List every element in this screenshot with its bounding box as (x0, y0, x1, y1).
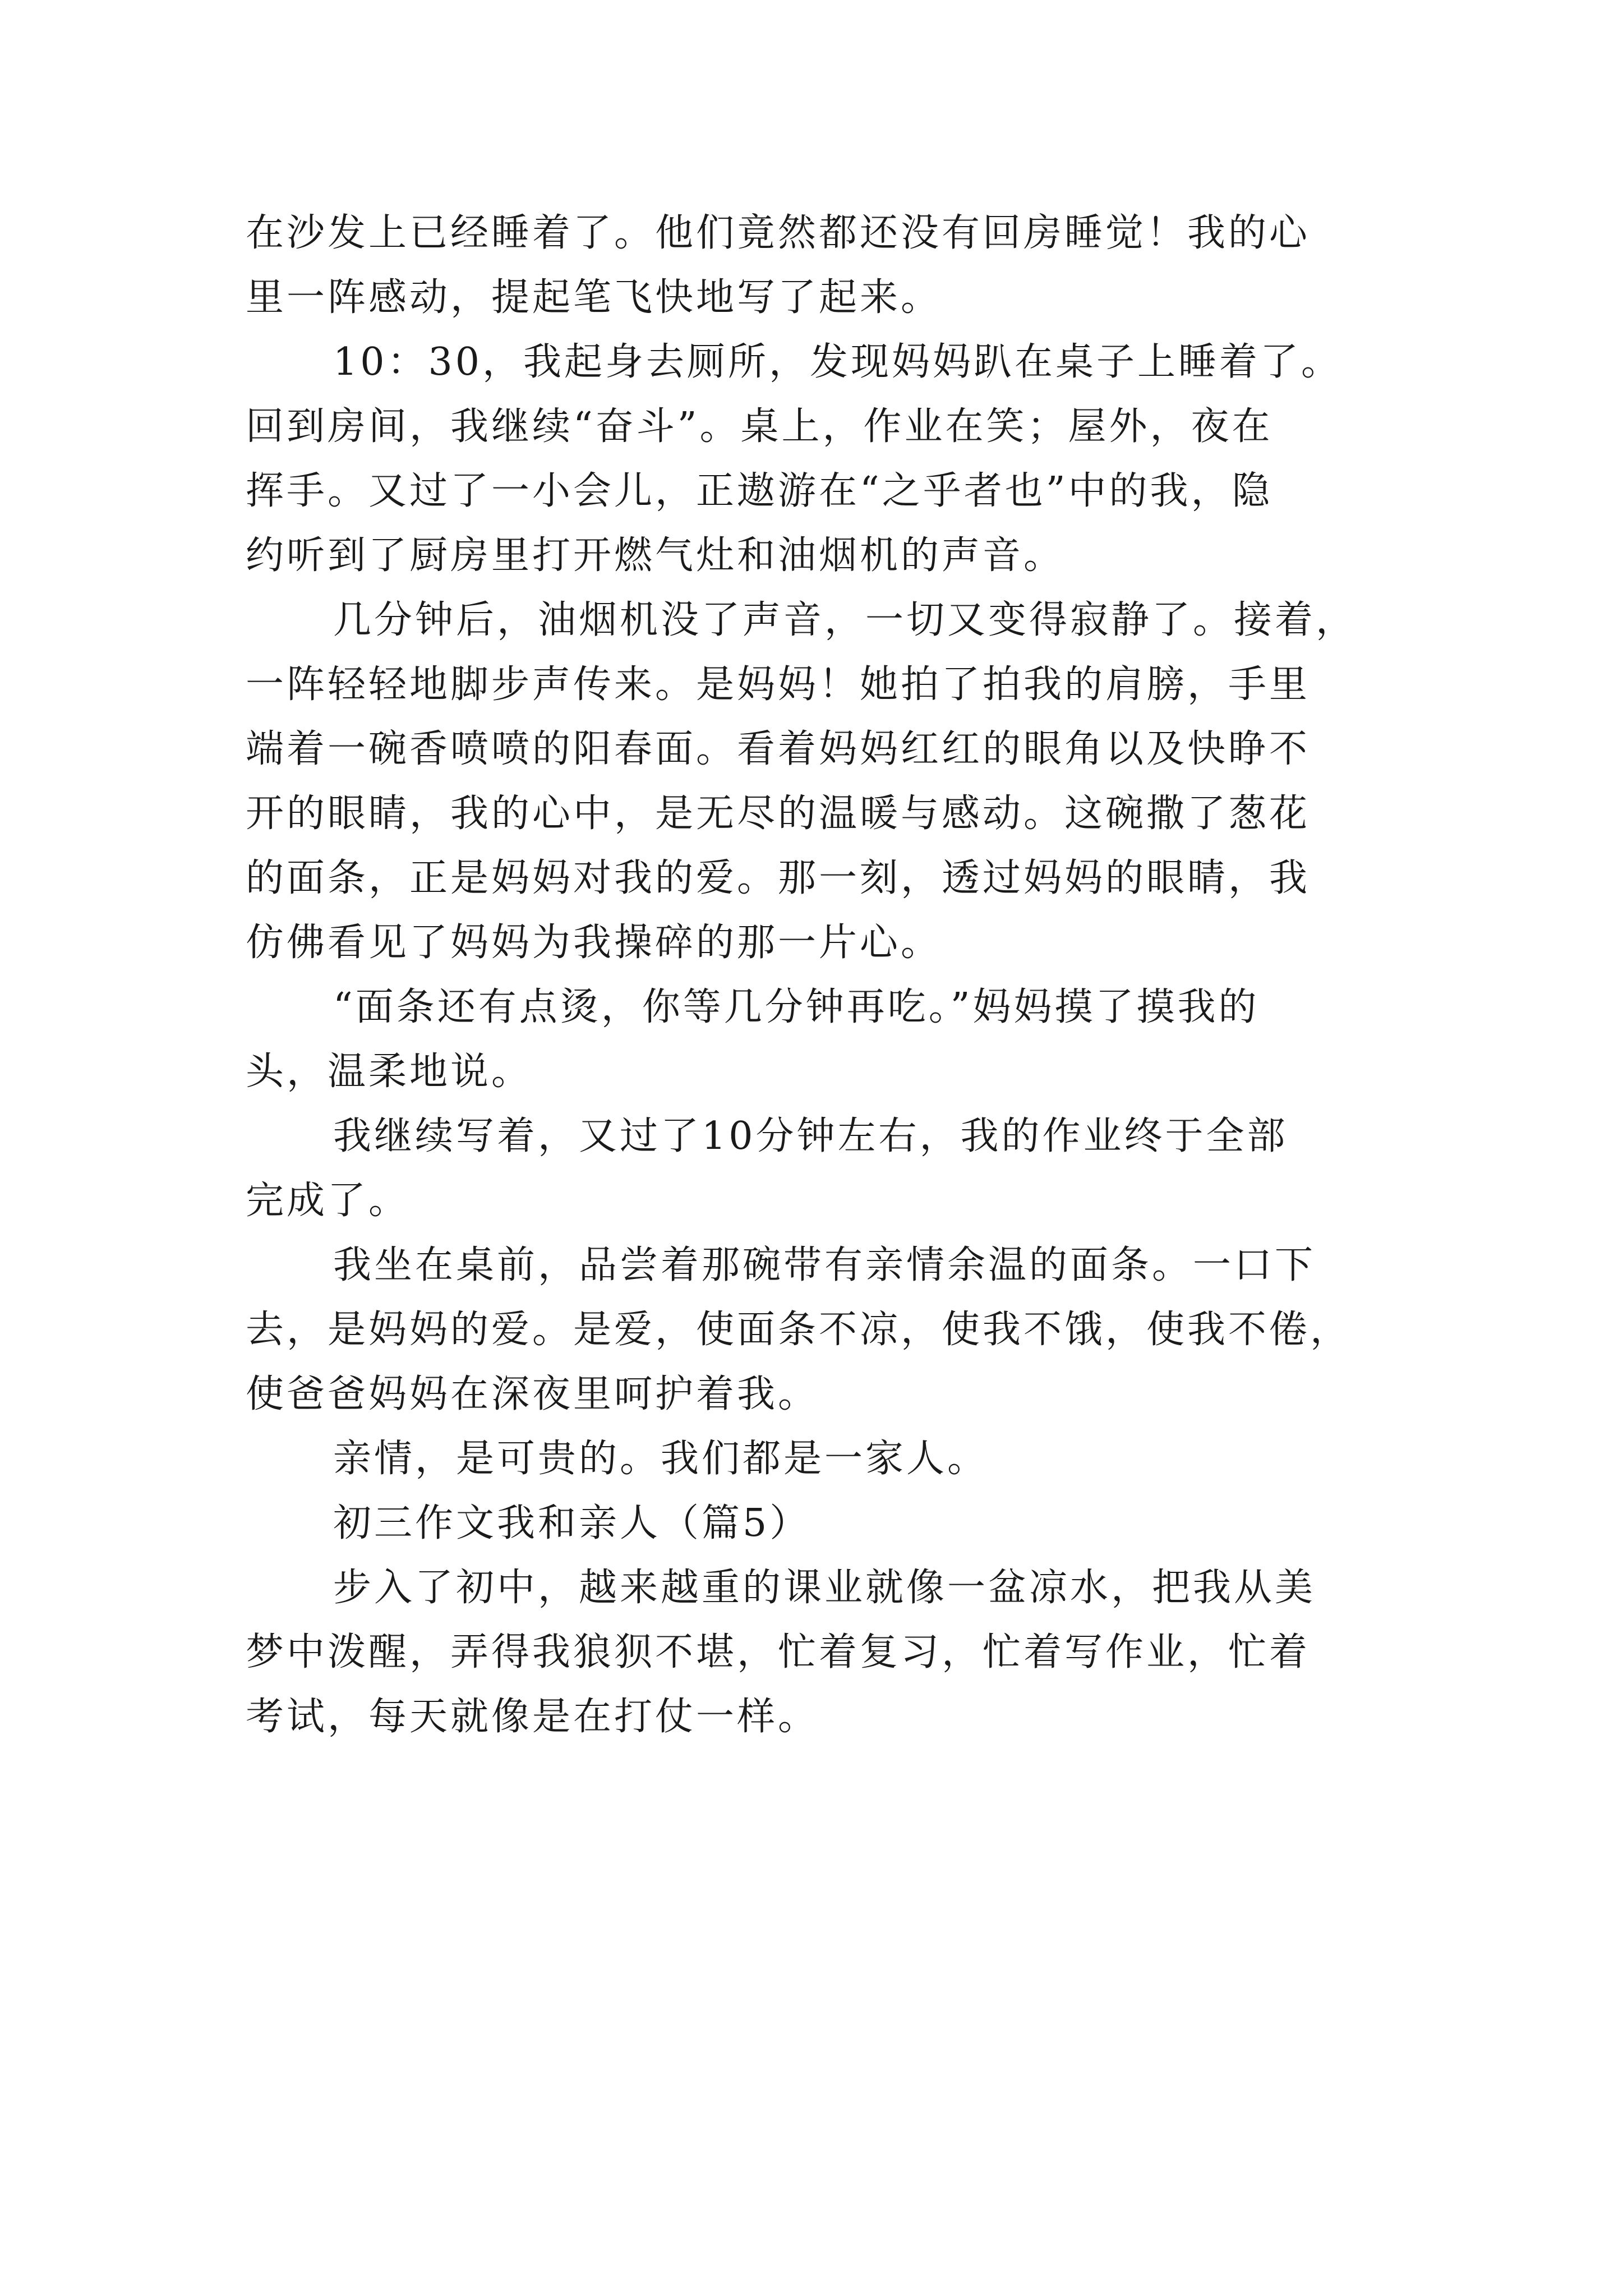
paragraph (246, 588, 1390, 975)
paragraph (246, 330, 1390, 588)
text-line: 里一阵感动，提起笔飞快地写了起来。 (246, 275, 942, 320)
text-line: 约听到了厨房里打开燃气灶和油烟机的声音。 (246, 533, 1065, 578)
text-line: “面条还有点烫，你等几分钟再吃。”妈妈摸了摸我的 (333, 985, 1260, 1029)
text-line: 头，温柔地说。 (246, 1050, 533, 1094)
text-line: 回到房间，我继续“奋斗”。桌上，作业在笑；屋外，夜在 (246, 404, 1273, 449)
text-line: 我继续写着，又过了10分钟左右，我的作业终于全部 (333, 1114, 1288, 1158)
paragraph (246, 1556, 1390, 1749)
text-line: 我坐在桌前，品尝着那碗带有亲情余温的面条。一口下 (333, 1243, 1316, 1287)
section-heading (246, 1491, 1390, 1556)
text-line: 完成了。 (246, 1179, 410, 1223)
text-line: 端着一碗香喷喷的阳春面。看着妈妈红红的眼角以及快睁不 (246, 727, 1311, 771)
text-line: 亲情，是可贵的。我们都是一家人。 (333, 1437, 989, 1481)
text-line: 10：30，我起身去厕所，发现妈妈趴在桌子上睡着了。 (333, 340, 1343, 384)
text-line: 一阵轻轻地脚步声传来。是妈妈！她拍了拍我的肩膀，手里 (246, 662, 1311, 707)
text-line: 开的眼睛，我的心中，是无尽的温暖与感动。这碗撒了葱花 (246, 792, 1311, 836)
paragraph (246, 1104, 1390, 1233)
text-line: 挥手。又过了一小会儿，正遨游在“之乎者也”中的我，隐 (246, 469, 1273, 513)
text-line: 步入了初中，越来越重的课业就像一盆凉水，把我从美 (333, 1566, 1316, 1610)
paragraph (246, 975, 1390, 1104)
text-line: 仿佛看见了妈妈为我操碎的那一片心。 (246, 921, 942, 965)
body-text (246, 201, 1390, 1749)
text-line: 几分钟后，油烟机没了声音，一切又变得寂静了。接着， (333, 598, 1357, 642)
text-line: 去，是妈妈的爱。是爱，使面条不凉，使我不饿，使我不倦， (246, 1308, 1352, 1352)
heading-text: 初三作文我和亲人（篇5） (333, 1501, 811, 1545)
paragraph (246, 1427, 1390, 1491)
text-line: 的面条，正是妈妈对我的爱。那一刻，透过妈妈的眼睛，我 (246, 856, 1311, 900)
text-line: 考试，每天就像是在打仗一样。 (246, 1695, 819, 1739)
paragraph (246, 1233, 1390, 1427)
text-line: 梦中泼醒，弄得我狼狈不堪，忙着复习，忙着写作业，忙着 (246, 1630, 1311, 1674)
text-line: 使爸爸妈妈在深夜里呵护着我。 (246, 1372, 819, 1416)
text-line: 在沙发上已经睡着了。他们竟然都还没有回房睡觉！我的心 (246, 211, 1311, 255)
paragraph (246, 201, 1390, 330)
